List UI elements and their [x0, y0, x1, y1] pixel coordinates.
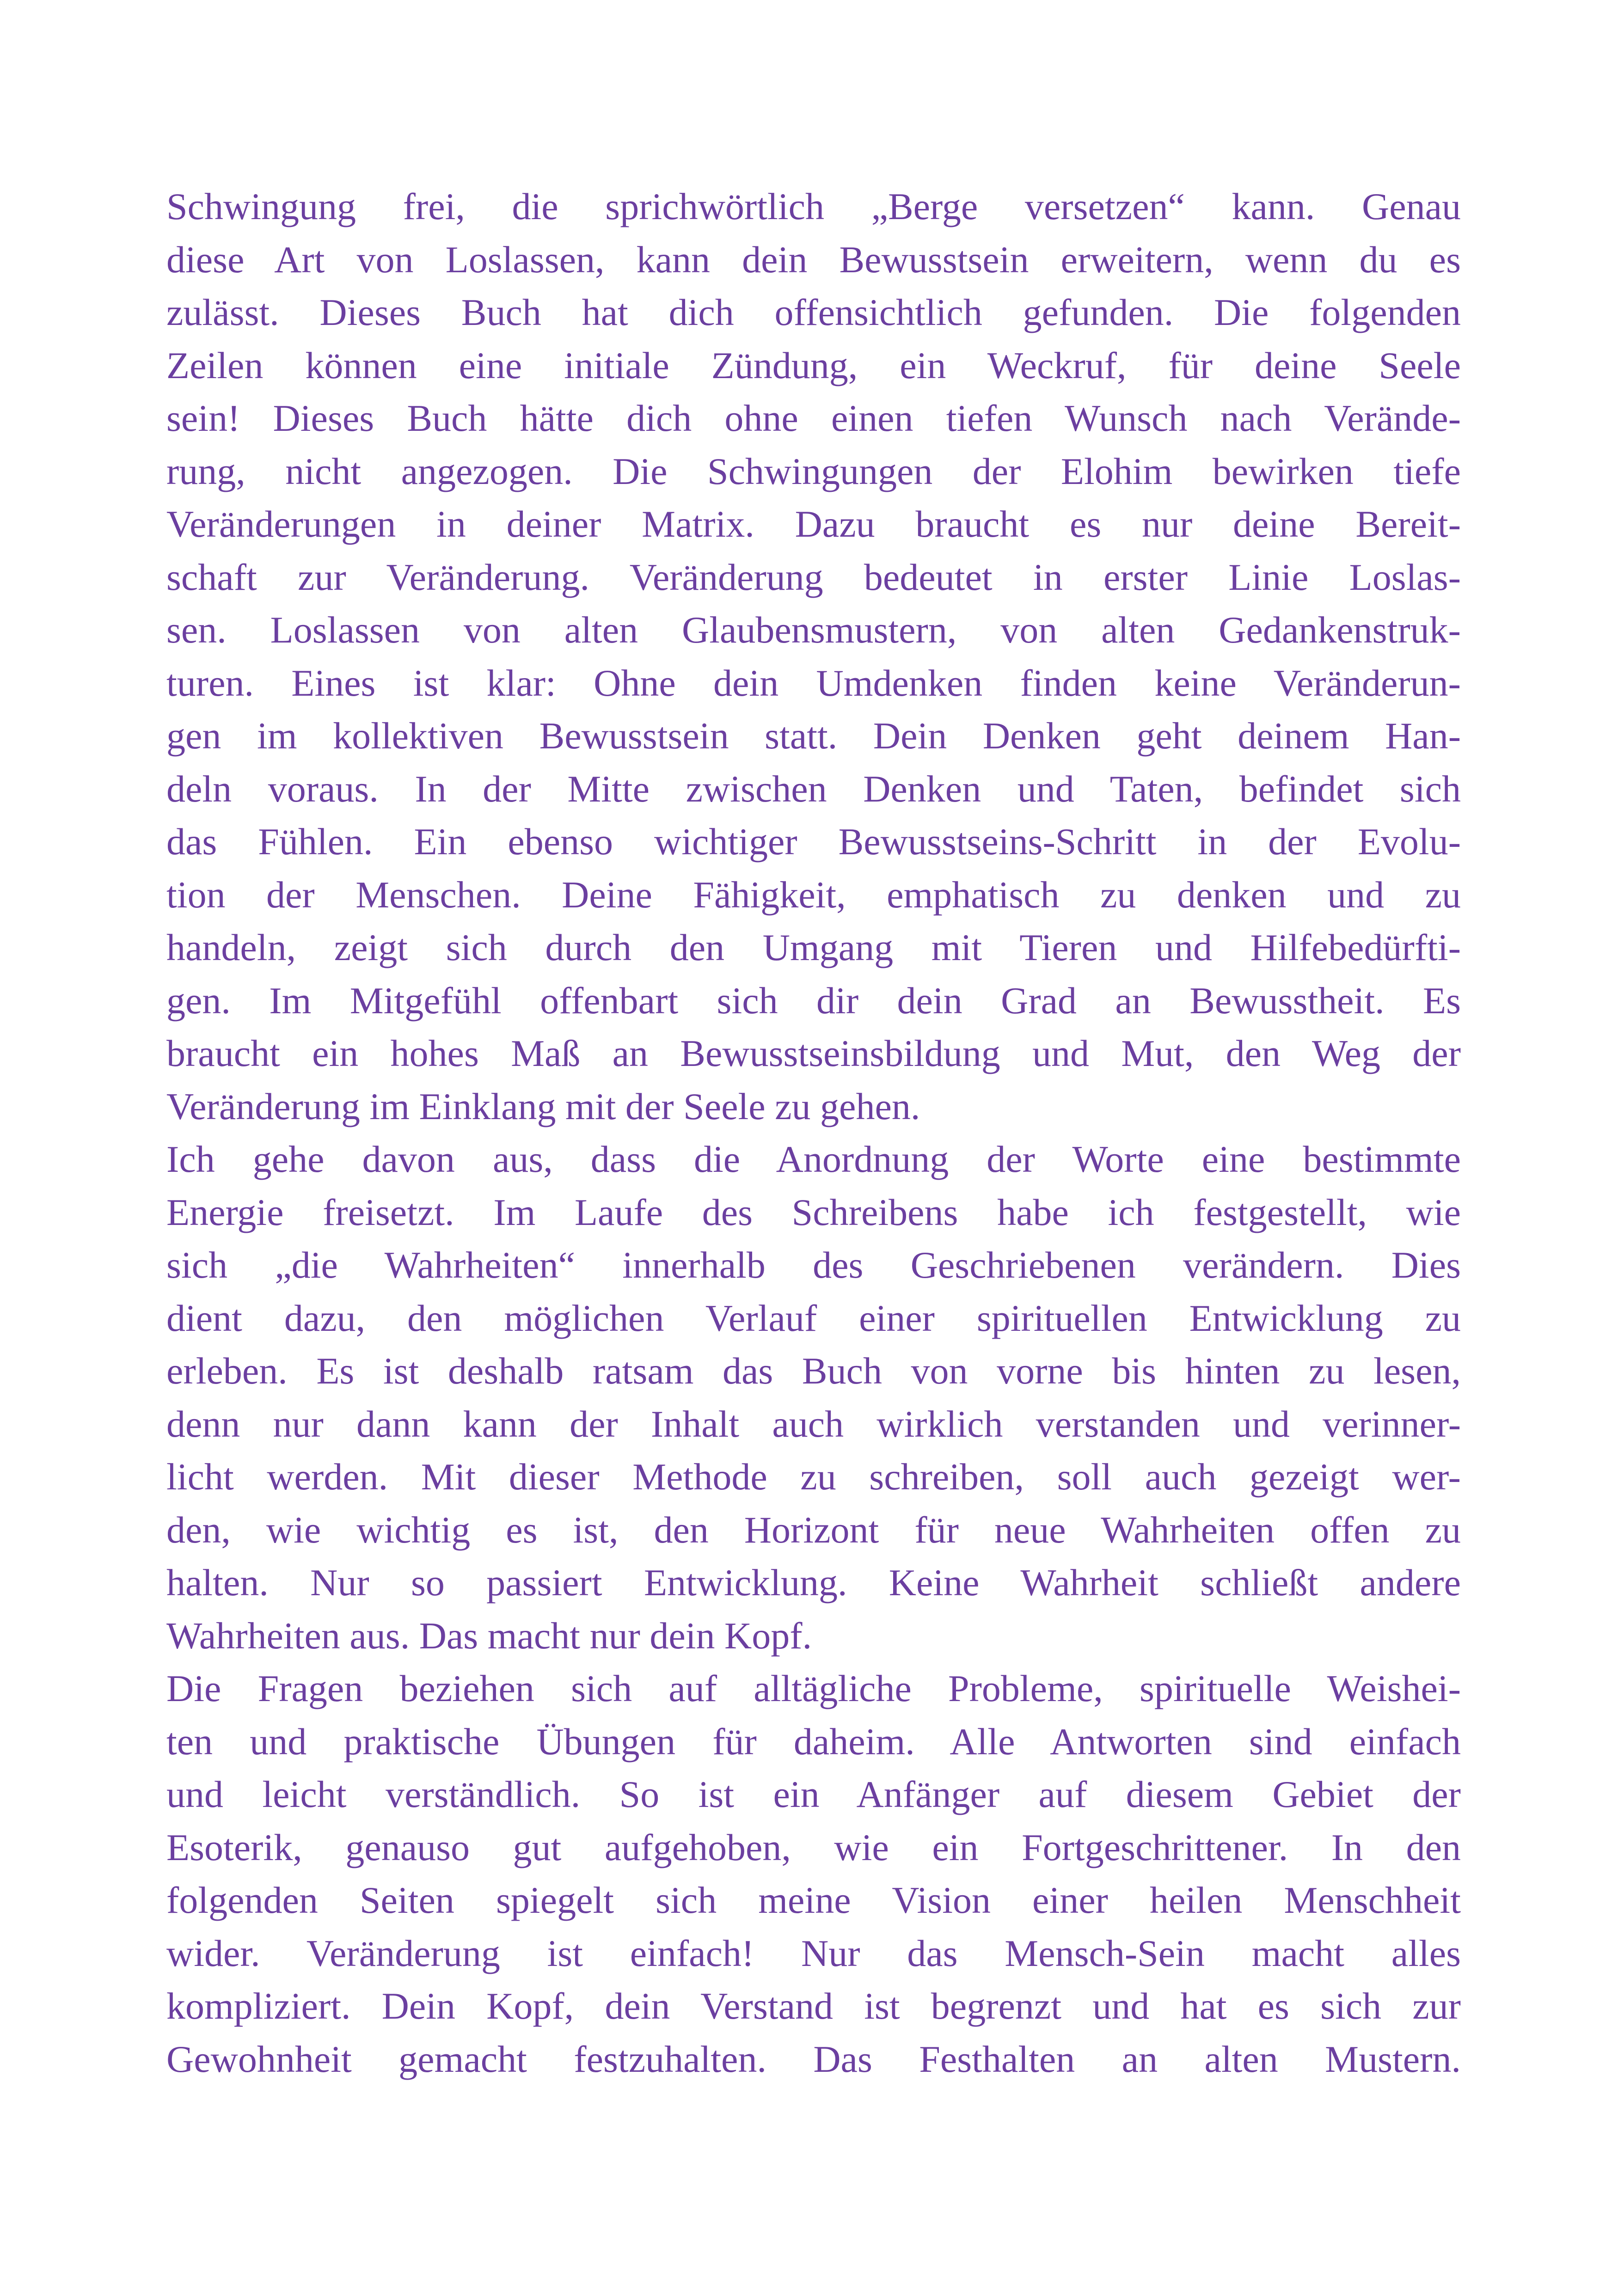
text-line: rung, nicht angezogen. Die Schwingungen der Elohim bewirken tiefe	[166, 450, 1461, 492]
text-line: Schwingung frei, die sprichwörtlich „Berge versetzen“ kann. Genau	[166, 185, 1461, 227]
text-line: denn nur dann kann der Inhalt auch wirklich verstanden und verinner-	[166, 1402, 1461, 1445]
paragraph	[166, 180, 1461, 1133]
text-line: halten. Nur so passiert Entwicklung. Keine Wahrheit schließt andere	[166, 1561, 1461, 1604]
text-line: sein! Dieses Buch hätte dich ohne einen tiefen Wunsch nach Verände-	[166, 397, 1461, 439]
paragraph	[166, 1133, 1461, 1662]
text-line: handeln, zeigt sich durch den Umgang mit Tieren und Hilfebedürfti-	[166, 926, 1461, 968]
text-line: dient dazu, den möglichen Verlauf einer spirituellen Entwicklung zu	[166, 1297, 1461, 1339]
text-line: wider. Veränderung ist einfach! Nur das Mensch-Sein macht alles	[166, 1932, 1461, 1974]
text-line: Veränderung im Einklang mit der Seele zu gehen.	[166, 1085, 920, 1127]
text-line: Energie freisetzt. Im Laufe des Schreibens habe ich festgestellt, wie	[166, 1191, 1461, 1233]
text-line: das Fühlen. Ein ebenso wichtiger Bewusstseins-Schritt in der Evolu-	[166, 820, 1461, 863]
text-line: Zeilen können eine initiale Zündung, ein Weckruf, für deine Seele	[166, 344, 1461, 386]
text-line: diese Art von Loslassen, kann dein Bewusstsein erweitern, wenn du es	[166, 238, 1461, 281]
text-line: und leicht verständlich. So ist ein Anfänger auf diesem Gebiet der	[166, 1773, 1461, 1815]
text-line: deln voraus. In der Mitte zwischen Denken und Taten, befindet sich	[166, 767, 1461, 810]
text-line: ten und praktische Übungen für daheim. Alle Antworten sind einfach	[166, 1720, 1461, 1763]
text-line: braucht ein hohes Maß an Bewusstseinsbildung und Mut, den Weg der	[166, 1032, 1461, 1074]
text-line: gen. Im Mitgefühl offenbart sich dir dein Grad an Bewusstheit. Es	[166, 979, 1461, 1022]
text-line: Die Fragen beziehen sich auf alltägliche Probleme, spirituelle Weishei-	[166, 1667, 1461, 1709]
text-line: den, wie wichtig es ist, den Horizont für neue Wahrheiten offen zu	[166, 1508, 1461, 1551]
text-line: Wahrheiten aus. Das macht nur dein Kopf.	[166, 1614, 812, 1657]
text-line: schaft zur Veränderung. Veränderung bedeutet in erster Linie Loslas-	[166, 556, 1461, 598]
body-text	[166, 180, 1461, 2086]
text-line: licht werden. Mit dieser Methode zu schreiben, soll auch gezeigt wer-	[166, 1456, 1461, 1498]
text-line: gen im kollektiven Bewusstsein statt. Dein Denken geht deinem Han-	[166, 715, 1461, 757]
text-line: tion der Menschen. Deine Fähigkeit, emphatisch zu denken und zu	[166, 873, 1461, 916]
text-line: Veränderungen in deiner Matrix. Dazu braucht es nur deine Bereit-	[166, 503, 1461, 545]
text-line: kompliziert. Dein Kopf, dein Verstand ist begrenzt und hat es sich zur	[166, 1985, 1461, 2027]
text-line: Gewohnheit gemacht festzuhalten. Das Festhalten an alten Mustern.	[166, 2038, 1461, 2080]
paragraph	[166, 1662, 1461, 2086]
text-line: turen. Eines ist klar: Ohne dein Umdenken finden keine Veränderun-	[166, 661, 1461, 704]
text-line: folgenden Seiten spiegelt sich meine Vision einer heilen Menschheit	[166, 1879, 1461, 1921]
text-line: erleben. Es ist deshalb ratsam das Buch von vorne bis hinten zu lesen,	[166, 1350, 1461, 1392]
text-line: Esoterik, genauso gut aufgehoben, wie ein Fortgeschrittener. In den	[166, 1826, 1461, 1868]
text-line: Ich gehe davon aus, dass die Anordnung der Worte eine bestimmte	[166, 1138, 1461, 1180]
text-line: sich „die Wahrheiten“ innerhalb des Geschriebenen verändern. Dies	[166, 1244, 1461, 1286]
text-line: zulässt. Dieses Buch hat dich offensichtlich gefunden. Die folgenden	[166, 291, 1461, 333]
text-line: sen. Loslassen von alten Glaubensmustern, von alten Gedankenstruk-	[166, 609, 1461, 651]
